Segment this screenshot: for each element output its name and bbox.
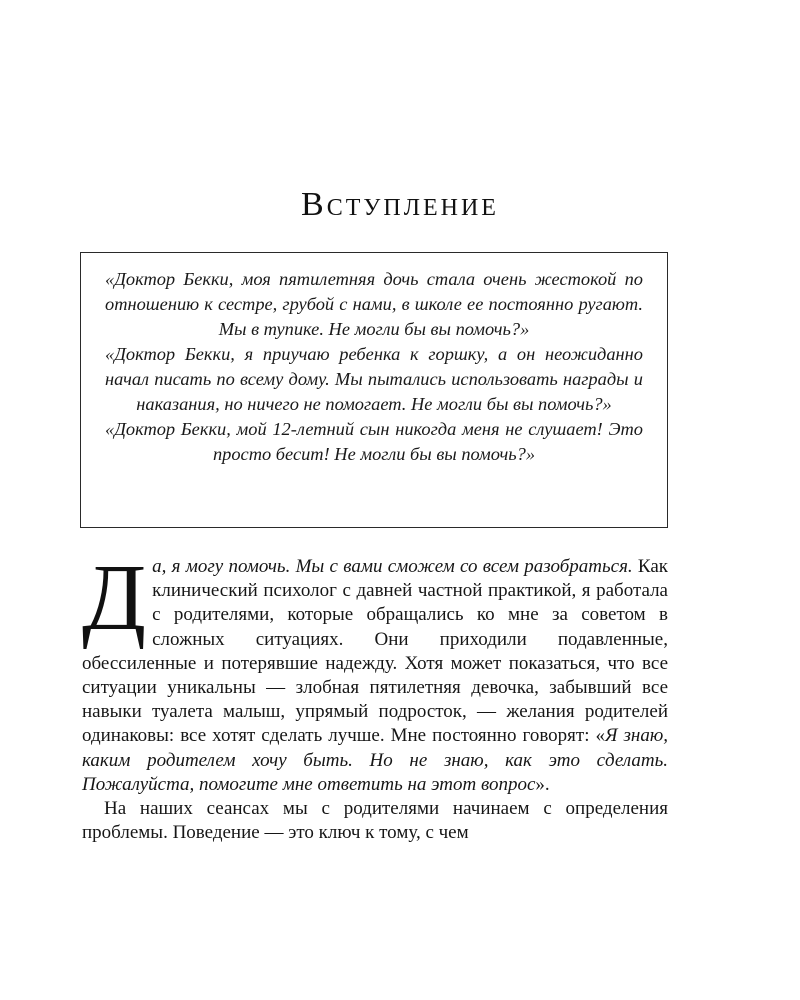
paragraph-1-end: ». xyxy=(535,773,550,795)
quote-1: «Доктор Бекки, моя пятилетняя дочь стала очень жестокой по отношению к сестре, грубой с нами, в школе ее постоянно ругают. Мы в тупике. Не могли бы вы помочь?» xyxy=(105,269,643,339)
paragraph-1 xyxy=(82,546,668,797)
paragraph-1-italic-lead: а, я могу помочь. Мы с вами сможем со всем разобраться. xyxy=(152,556,633,577)
paragraph-2: На наших сеансах мы с родителями начинаем с определения проблемы. Поведение — это ключ к тому, с чем xyxy=(82,798,668,844)
body-text xyxy=(82,546,668,845)
epigraph-box xyxy=(80,252,668,528)
chapter-title: Вступление xyxy=(301,186,499,223)
quote-2: «Доктор Бекки, я приучаю ребенка к горшку, а он неожиданно начал писать по всему дому. Мы пытались использовать награды и наказания, но ничего не помогает. Не могли бы вы помочь?» xyxy=(105,344,643,414)
drop-cap: Д xyxy=(82,546,147,650)
paragraph-1-italic-quote: Я знаю, каким родителем хочу быть. Но не знаю, как это сделать. Пожалуйста, помогите мне ответить на этот вопрос xyxy=(82,725,668,795)
quote-3: «Доктор Бекки, мой 12-летний сын никогда меня не слушает! Это просто бесит! Не могли бы вы помочь?» xyxy=(105,419,643,464)
paragraph-1-text: Как клинический психолог с давней частной практикой, я работала с родителями, которые обращались ко мне за советом в сложных ситуациях. Они приходили подавленные, обессиленные и потерявшие надежду. Хотя может показаться, что все ситуации уникальны — злобная пятилетняя девочка, забывший все навыки туалета малыш, упрямый подросток, — желания родителей одинаковы: все хотят сделать лучше. Мне постоянно говорят: « xyxy=(82,556,668,747)
